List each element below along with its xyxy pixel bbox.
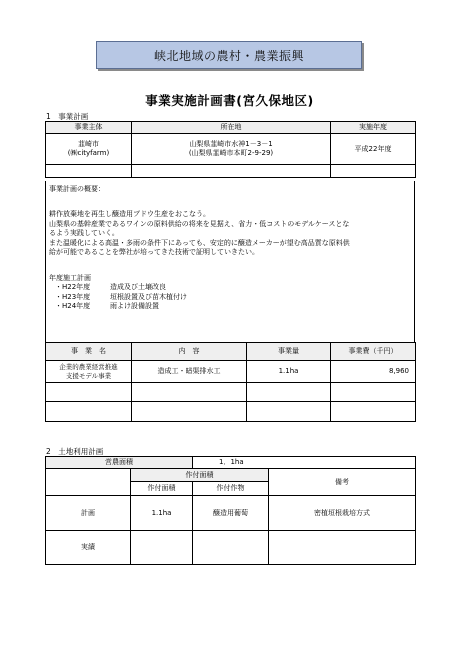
location-secondary: (山梨県韮崎市本町2-9-29) bbox=[188, 149, 274, 157]
plan-line: 耕作放棄地を再生し醸造用ブドウ生産をおこなう。 bbox=[49, 210, 210, 219]
schedule-year: ・H23年度 bbox=[55, 292, 91, 301]
land-use-table bbox=[45, 456, 416, 565]
plan-overview bbox=[45, 181, 415, 342]
entity-name: 韮崎市 bbox=[78, 140, 99, 149]
plan-note: 密植垣根栽培方式 bbox=[269, 496, 416, 531]
project-content: 造成工・暗渠排水工 bbox=[132, 361, 247, 383]
schedule-year: ・H24年度 bbox=[55, 301, 91, 310]
entity-cell bbox=[46, 134, 132, 165]
header-cost: 事業費（千円） bbox=[331, 343, 416, 361]
project-name-line: 支援モデル事業 bbox=[65, 371, 112, 380]
header-content: 内 容 bbox=[132, 343, 247, 361]
section-1-title: 1 事業計画 bbox=[46, 112, 89, 121]
plan-line: るよう実践していく。 bbox=[49, 229, 119, 238]
plan-row-label: 計画 bbox=[46, 496, 131, 531]
plan-line: 給が可能であることを弊社が培ってきた技術で証明していきたい。 bbox=[49, 248, 259, 257]
section-2-title: 2 土地利用計画 bbox=[46, 447, 104, 456]
schedule-task: 雨よけ設備設置 bbox=[110, 301, 159, 310]
document-title: 事業実施計画書(宮久保地区) bbox=[145, 93, 314, 108]
plan-area: 1.1ha bbox=[131, 496, 193, 531]
entity-company: (㈱cityfarm) bbox=[67, 149, 110, 157]
schedule-item bbox=[49, 293, 411, 302]
plan-crop: 醸造用葡萄 bbox=[193, 496, 269, 531]
project-amount: 1.1ha bbox=[247, 361, 331, 383]
schedule-item bbox=[49, 302, 411, 311]
header-year: 実施年度 bbox=[331, 122, 416, 134]
location-primary: 山梨県韮崎市水神1－3－1 bbox=[189, 140, 273, 149]
project-name-cell bbox=[46, 361, 132, 383]
header-location: 所在地 bbox=[132, 122, 331, 134]
schedule-heading: 年度施工計画 bbox=[49, 273, 91, 282]
actual-row-label: 実績 bbox=[46, 531, 131, 565]
area-value: 1．1ha bbox=[193, 457, 416, 469]
region-banner: 峡北地域の農村・農業振興 bbox=[96, 41, 362, 69]
project-info-table bbox=[45, 121, 416, 178]
location-cell bbox=[132, 134, 331, 165]
schedule-year: ・H22年度 bbox=[55, 283, 91, 292]
project-cost: 8,960 bbox=[331, 361, 416, 383]
area-label: 営農面積 bbox=[46, 457, 193, 469]
plan-line: また温暖化による高温・多雨の条件下にあっても、安定的に醸造メーカーが望む高品質な原料供 bbox=[49, 238, 350, 247]
crop-area-header: 作付面積 bbox=[131, 469, 269, 482]
plan-line: 山梨県の基幹産業であるワインの原料供給の将来を見据え、省力・低コストのモデルケースとな bbox=[49, 219, 350, 228]
schedule-task: 垣根設置及び苗木植付け bbox=[110, 292, 187, 301]
note-header: 備考 bbox=[269, 469, 416, 496]
schedule-item bbox=[49, 283, 411, 292]
project-cost-table bbox=[45, 342, 416, 422]
header-amount: 事業量 bbox=[247, 343, 331, 361]
header-project-name: 事 業 名 bbox=[46, 343, 132, 361]
year-cell: 平成22年度 bbox=[331, 134, 416, 165]
planted-area-header: 作付面積 bbox=[131, 482, 193, 496]
schedule-task: 造成及び土壌改良 bbox=[110, 283, 166, 292]
header-entity: 事業主体 bbox=[46, 122, 132, 134]
planted-crop-header: 作付作物 bbox=[193, 482, 269, 496]
plan-heading: 事業計画の概要： bbox=[49, 185, 105, 193]
project-name-line: 企業的農業経営推進 bbox=[59, 363, 118, 372]
